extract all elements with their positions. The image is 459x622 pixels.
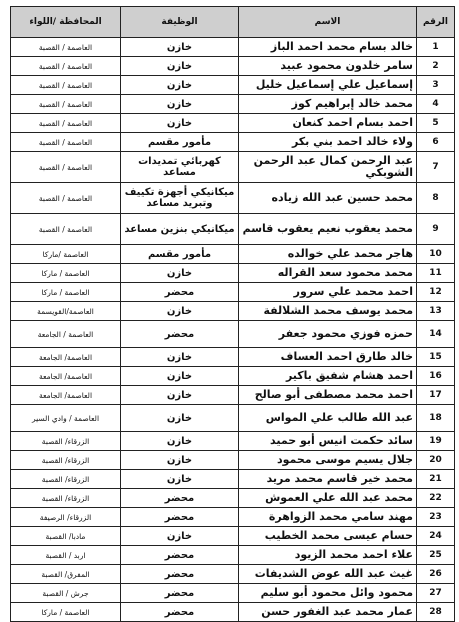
table-row	[11, 283, 455, 302]
row-number: 2	[417, 57, 455, 76]
row-name: جلال يسيم موسى محمود	[239, 451, 417, 470]
row-job: محضر	[121, 565, 239, 584]
row-number: 26	[417, 565, 455, 584]
row-name: هاجر محمد علي خوالده	[239, 245, 417, 264]
table-row	[11, 405, 455, 432]
row-governorate: العاصمة / القصبة	[11, 214, 121, 245]
table-row	[11, 565, 455, 584]
table-row	[11, 76, 455, 95]
row-number: 6	[417, 133, 455, 152]
row-number: 18	[417, 405, 455, 432]
row-name: محمد عبد الله علي العموش	[239, 489, 417, 508]
row-governorate: العاصمة / الجامعة	[11, 321, 121, 348]
table-row	[11, 348, 455, 367]
row-number: 7	[417, 152, 455, 183]
row-name: مهند سامي محمد الزواهرة	[239, 508, 417, 527]
row-job: خازن	[121, 386, 239, 405]
row-governorate: العاصمة/القويسمة	[11, 302, 121, 321]
row-number: 20	[417, 451, 455, 470]
row-name: خالد بسام محمد احمد الباز	[239, 38, 417, 57]
row-name: محمد حسين عبد الله زياده	[239, 183, 417, 214]
row-job: خازن	[121, 348, 239, 367]
table-row	[11, 38, 455, 57]
row-governorate: الزرقاء/ القصبة	[11, 432, 121, 451]
table-row	[11, 302, 455, 321]
row-governorate: الزرقاء/ القصبة	[11, 451, 121, 470]
row-name: سامر خلدون محمود عبيد	[239, 57, 417, 76]
row-number: 23	[417, 508, 455, 527]
table-row	[11, 470, 455, 489]
row-number: 27	[417, 584, 455, 603]
row-job: مأمور مقسم	[121, 133, 239, 152]
row-number: 16	[417, 367, 455, 386]
row-governorate: مادبا/ القصبة	[11, 527, 121, 546]
row-name: محمود وائل محمود أبو سليم	[239, 584, 417, 603]
row-number: 9	[417, 214, 455, 245]
header-job: الوظيفة	[121, 7, 239, 38]
row-governorate: الزرقاء/ القصبة	[11, 489, 121, 508]
row-job: محضر	[121, 603, 239, 622]
row-job: خازن	[121, 302, 239, 321]
row-name: عبد الرحمن كمال عبد الرحمن الشوبكي	[239, 152, 417, 183]
table-row	[11, 489, 455, 508]
row-number: 17	[417, 386, 455, 405]
row-number: 1	[417, 38, 455, 57]
employees-table	[10, 6, 455, 622]
row-name: غيث عبد الله عوض الشديفات	[239, 565, 417, 584]
table-row	[11, 546, 455, 565]
row-governorate: الزرقاء/ القصبة	[11, 470, 121, 489]
row-name: محمد خير قاسم محمد مريد	[239, 470, 417, 489]
table-body	[11, 38, 455, 622]
row-job: خازن	[121, 95, 239, 114]
row-name: ولاء خالد احمد بني بكر	[239, 133, 417, 152]
table-row	[11, 264, 455, 283]
row-governorate: العاصمة/ الجامعة	[11, 348, 121, 367]
row-governorate: العاصمة / القصبة	[11, 152, 121, 183]
row-job: خازن	[121, 405, 239, 432]
table-row	[11, 527, 455, 546]
document-page	[10, 6, 454, 622]
table-row	[11, 367, 455, 386]
row-number: 11	[417, 264, 455, 283]
row-job: ميكانيكي أجهزة تكييف وتبريد مساعد	[121, 183, 239, 214]
row-governorate: جرش / القصبة	[11, 584, 121, 603]
row-job: محضر	[121, 283, 239, 302]
row-name: محمد خالد إبراهيم كوز	[239, 95, 417, 114]
row-job: خازن	[121, 38, 239, 57]
row-name: احمد محمد علي سرور	[239, 283, 417, 302]
header-number: الرقم	[417, 7, 455, 38]
row-number: 14	[417, 321, 455, 348]
row-job: خازن	[121, 114, 239, 133]
row-name: حمزه فوزي محمود جعفر	[239, 321, 417, 348]
row-governorate: العاصمة / وادي السير	[11, 405, 121, 432]
row-job: ميكانيكي بنزين مساعد	[121, 214, 239, 245]
header-governorate: المحافظة /اللواء	[11, 7, 121, 38]
row-governorate: العاصمة / القصبة	[11, 76, 121, 95]
table-row	[11, 57, 455, 76]
row-job: مأمور مقسم	[121, 245, 239, 264]
row-governorate: العاصمة/ الجامعة	[11, 367, 121, 386]
row-job: محضر	[121, 489, 239, 508]
row-job: خازن	[121, 432, 239, 451]
table-row	[11, 386, 455, 405]
row-number: 22	[417, 489, 455, 508]
row-job: خازن	[121, 57, 239, 76]
row-governorate: العاصمة / القصبة	[11, 114, 121, 133]
row-job: خازن	[121, 367, 239, 386]
row-number: 28	[417, 603, 455, 622]
row-name: خالد طارق احمد العساف	[239, 348, 417, 367]
row-name: حسام عيسى محمد الخطيب	[239, 527, 417, 546]
row-governorate: اربد / القصبة	[11, 546, 121, 565]
row-number: 13	[417, 302, 455, 321]
row-number: 25	[417, 546, 455, 565]
table-row	[11, 245, 455, 264]
row-governorate: العاصمة /ماركا	[11, 245, 121, 264]
row-governorate: الزرقاء/ الرصيفة	[11, 508, 121, 527]
table-row	[11, 95, 455, 114]
row-governorate: العاصمة / القصبة	[11, 57, 121, 76]
row-number: 8	[417, 183, 455, 214]
table-row	[11, 432, 455, 451]
row-governorate: العاصمة / القصبة	[11, 38, 121, 57]
row-job: محضر	[121, 584, 239, 603]
row-governorate: العاصمة / القصبة	[11, 183, 121, 214]
row-governorate: العاصمة/ الجامعة	[11, 386, 121, 405]
row-number: 5	[417, 114, 455, 133]
row-number: 10	[417, 245, 455, 264]
table-row	[11, 133, 455, 152]
row-job: كهربائي تمديدات مساعد	[121, 152, 239, 183]
table-row	[11, 114, 455, 133]
row-name: علاء احمد محمد الزيود	[239, 546, 417, 565]
row-job: محضر	[121, 508, 239, 527]
row-name: احمد هشام شفيق باكير	[239, 367, 417, 386]
table-row	[11, 152, 455, 183]
row-governorate: العاصمة / ماركا	[11, 264, 121, 283]
table-row	[11, 183, 455, 214]
row-governorate: العاصمة / ماركا	[11, 603, 121, 622]
row-governorate: المفرق/ القصبة	[11, 565, 121, 584]
row-governorate: العاصمة / ماركا	[11, 283, 121, 302]
row-job: خازن	[121, 527, 239, 546]
row-number: 12	[417, 283, 455, 302]
row-name: محمد محمود سعد القراله	[239, 264, 417, 283]
table-row	[11, 508, 455, 527]
row-job: خازن	[121, 470, 239, 489]
row-governorate: العاصمة / القصبة	[11, 133, 121, 152]
table-header-row	[11, 7, 455, 38]
row-name: احمد محمد مصطفى أبو صالح	[239, 386, 417, 405]
row-job: محضر	[121, 546, 239, 565]
header-name: الاسم	[239, 7, 417, 38]
row-name: عمار محمد عبد الغفور حسن	[239, 603, 417, 622]
row-job: محضر	[121, 321, 239, 348]
table-row	[11, 214, 455, 245]
row-name: احمد بسام احمد كنعان	[239, 114, 417, 133]
row-number: 3	[417, 76, 455, 95]
row-name: محمد يوسف محمد الشلالفة	[239, 302, 417, 321]
table-row	[11, 584, 455, 603]
row-name: عبد الله طالب علي المواس	[239, 405, 417, 432]
row-name: محمد يعقوب نعيم يعقوب قاسم	[239, 214, 417, 245]
row-number: 19	[417, 432, 455, 451]
row-job: خازن	[121, 264, 239, 283]
row-job: خازن	[121, 451, 239, 470]
table-row	[11, 451, 455, 470]
row-name: سائد حكمت انيس أبو حميد	[239, 432, 417, 451]
row-number: 24	[417, 527, 455, 546]
row-name: إسماعيل علي إسماعيل خليل	[239, 76, 417, 95]
row-number: 4	[417, 95, 455, 114]
table-row	[11, 321, 455, 348]
row-governorate: العاصمة / القصبة	[11, 95, 121, 114]
row-number: 15	[417, 348, 455, 367]
row-number: 21	[417, 470, 455, 489]
row-job: خازن	[121, 76, 239, 95]
